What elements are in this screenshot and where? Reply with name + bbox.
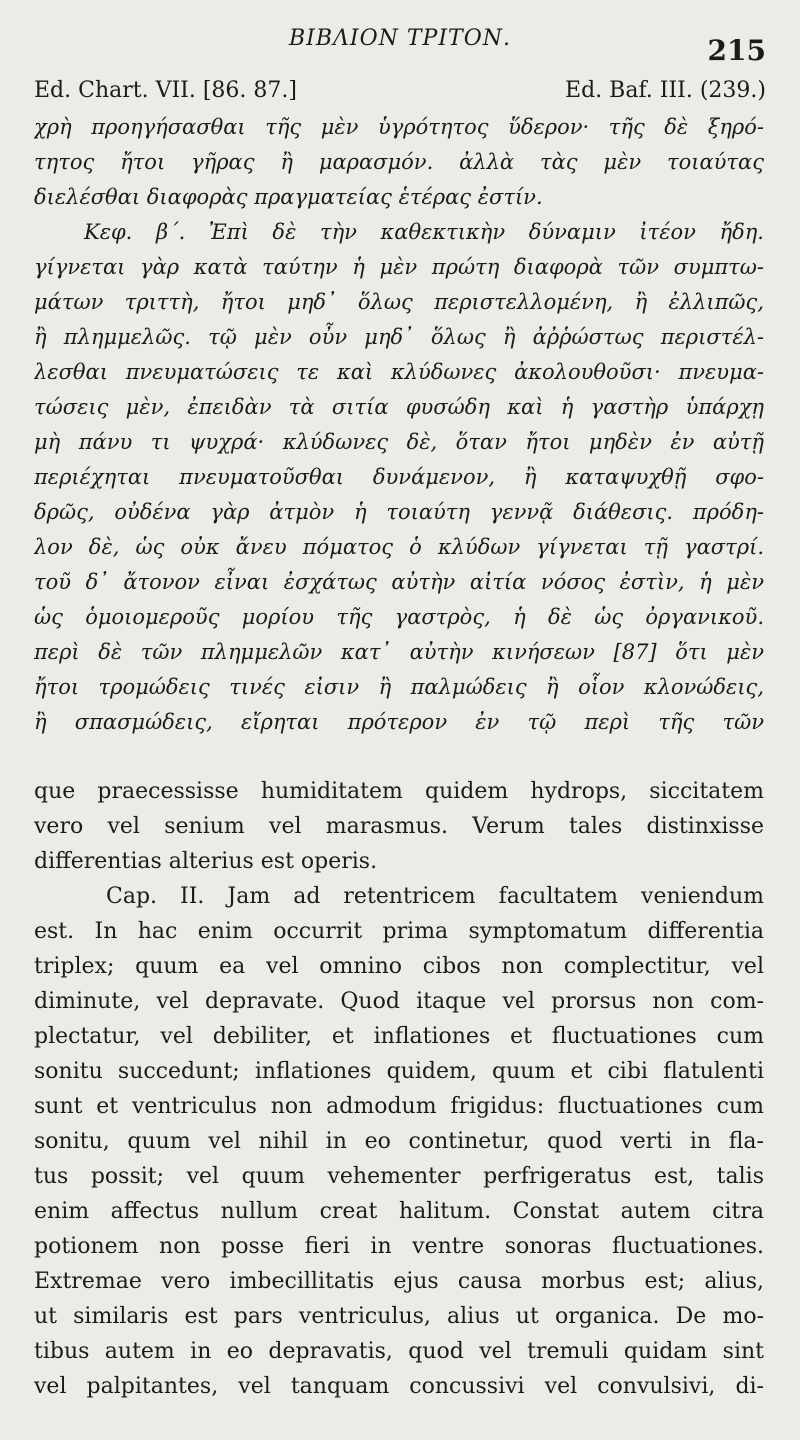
edition-reference-line	[34, 78, 766, 108]
greek-text-line: ἤτοι τρομώδεις τινές εἰσιν ἢ παλμώδεις ἢ οἷον κλονώδεις,	[34, 675, 764, 699]
greek-text-line: λον δὲ, ὡς οὐκ ἄνευ πόματος ὁ κλύδων γίγνεται τῇ γαστρί.	[34, 535, 764, 559]
latin-text-line: potionem non posse fieri in ventre sonoras fluctuationes.	[34, 1234, 764, 1259]
greek-text-line: περὶ δὲ τῶν πλημμελῶν κατ᾽ αὐτὴν κινήσεων [87] ὅτι μὲν	[34, 640, 764, 664]
latin-text-line: enim affectus nullum creat halitum. Constat autem citra	[34, 1199, 764, 1224]
latin-text-line: vel palpitantes, vel tanquam concussivi vel convulsivi, di-	[34, 1374, 764, 1399]
greek-text-line: μάτων τριττὴ, ἤτοι μηδ᾽ ὅλως περιστελλομένη, ἢ ἐλλιπῶς,	[34, 290, 764, 314]
greek-text-block	[34, 110, 764, 740]
latin-text-line: vero vel senium vel marasmus. Verum tales distinxisse	[34, 814, 764, 839]
latin-text-line: tibus autem in eo depravatis, quod vel tremuli quidam sint	[34, 1339, 764, 1364]
greek-text-line: ὡς ὁμοιομεροῦς μορίου τῆς γαστρὸς, ἡ δὲ ὡς ὀργανικοῦ.	[34, 605, 764, 629]
greek-text-line: τητος ἤτοι γῆρας ἢ μαρασμόν. ἀλλὰ τὰς μὲν τοιαύτας	[34, 150, 764, 174]
greek-text-line: γίγνεται γὰρ κατὰ ταύτην ἡ μὲν πρώτη διαφορὰ τῶν συμπτω-	[34, 255, 764, 279]
greek-text-line: χρὴ προηγήσασθαι τῆς μὲν ὑγρότητος ὕδερον· τῆς δὲ ξηρό-	[34, 115, 764, 139]
latin-text-line: tus possit; vel quum vehementer perfrigeratus est, talis	[34, 1164, 764, 1189]
edition-reference-chartier: Ed. Chart. VII. [86. 87.]	[34, 78, 297, 103]
greek-text-line: λεσθαι πνευματώσεις τε καὶ κλύδωνες ἀκολουθοῦσι· πνευμα-	[34, 360, 764, 384]
edition-reference-basel: Ed. Baf. III. (239.)	[565, 78, 766, 103]
greek-text-line: μὴ πάνυ τι ψυχρά· κλύδωνες δὲ, ὅταν ἤτοι μηδὲν ἐν αὐτῇ	[34, 430, 764, 454]
latin-text-line: differentias alterius est operis.	[34, 849, 378, 874]
latin-text-line: diminute, vel depravate. Quod itaque vel prorsus non com-	[34, 989, 764, 1014]
greek-text-line: διελέσθαι διαφορὰς πραγματείας ἑτέρας ἐστίν.	[34, 185, 543, 209]
latin-text-line: plectatur, vel debiliter, et inflationes et fluctuationes cum	[34, 1024, 764, 1049]
greek-text-line: τώσεις μὲν, ἐπειδὰν τὰ σιτία φυσώδη καὶ ἡ γαστὴρ ὑπάρχῃ	[34, 395, 764, 419]
running-title: ΒΙΒΛΙΟΝ ΤΡΙΤΟΝ.	[288, 26, 511, 51]
page-number: 215	[707, 34, 766, 67]
greek-text-line: ἢ πλημμελῶς. τῷ μὲν οὖν μηδ᾽ ὅλως ἢ ἀῤῥώστως περιστέλ-	[34, 325, 764, 349]
greek-text-line: περιέχηται πνευματοῦσθαι δυνάμενον, ἢ καταψυχθῇ σφο-	[34, 465, 764, 489]
latin-text-line: est. In hac enim occurrit prima symptomatum differentia	[34, 919, 764, 944]
latin-text-line: Extremae vero imbecillitatis ejus causa morbus est; alius,	[34, 1269, 764, 1294]
latin-text-line: que praecessisse humiditatem quidem hydrops, siccitatem	[34, 779, 764, 804]
latin-text-block	[34, 774, 764, 1404]
latin-text-line: Cap. II. Jam ad retentricem facultatem veniendum	[106, 884, 764, 909]
greek-text-line: τοῦ δ᾽ ἄτονον εἶναι ἐσχάτως αὐτὴν αἰτία νόσος ἐστὶν, ἡ μὲν	[34, 570, 764, 594]
latin-text-line: triplex; quum ea vel omnino cibos non complectitur, vel	[34, 954, 764, 979]
greek-text-line: ἢ σπασμώδεις, εἴρηται πρότερον ἐν τῷ περὶ τῆς τῶν	[34, 710, 764, 734]
latin-text-line: sunt et ventriculus non admodum frigidus: fluctuationes cum	[34, 1094, 764, 1119]
greek-text-line: δρῶς, οὐδένα γὰρ ἀτμὸν ἡ τοιαύτη γεννᾷ διάθεσις. πρόδη-	[34, 500, 764, 524]
latin-text-line: ut similaris est pars ventriculus, alius ut organica. De mo-	[34, 1304, 764, 1329]
latin-text-line: sonitu succedunt; inflationes quidem, quum et cibi flatulenti	[34, 1059, 764, 1084]
latin-text-line: sonitu, quum vel nihil in eo continetur, quod verti in fla-	[34, 1129, 764, 1154]
greek-text-line: Κεφ. β΄. Ἐπὶ δὲ τὴν καθεκτικὴν δύναμιν ἰτέον ἤδη.	[84, 220, 764, 244]
